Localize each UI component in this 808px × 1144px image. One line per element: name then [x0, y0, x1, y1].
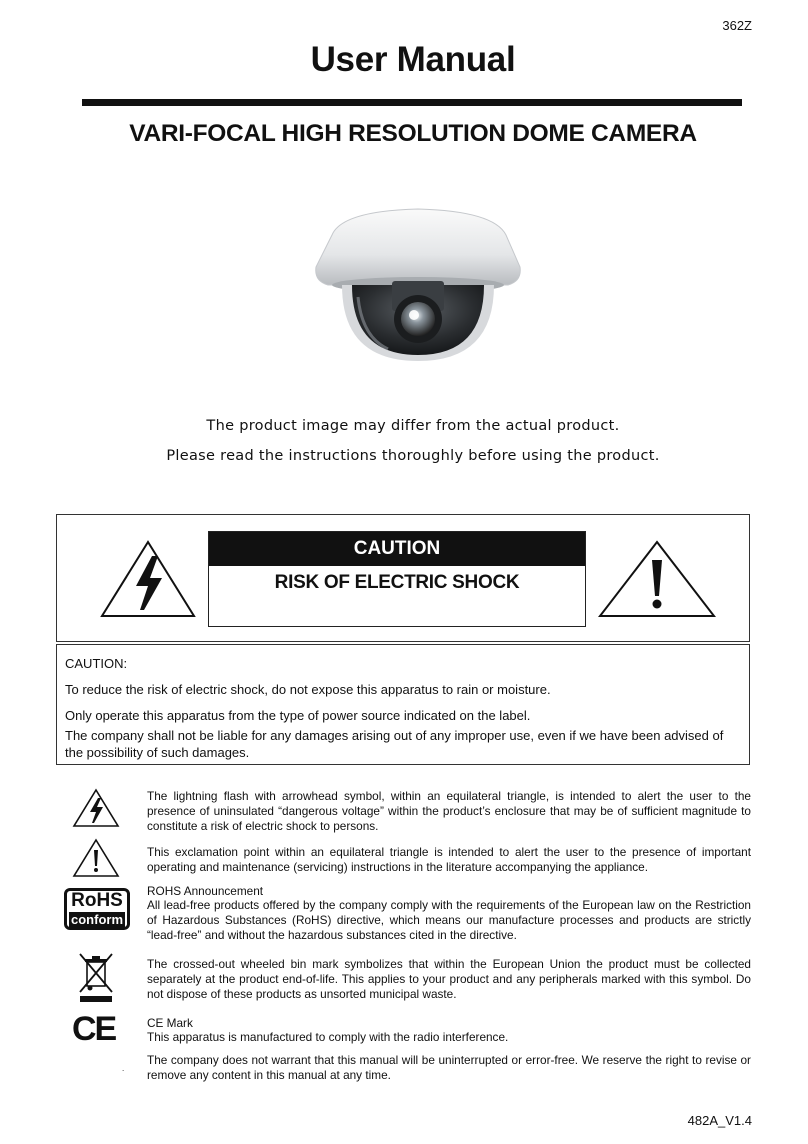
lightning-description: The lightning flash with arrowhead symbol, within an equilateral triangle, is intended to alert the user to the presence of uninsulated “dangerous voltage” within the product’s enclosure that may be of sufficient magnitude to constitute a risk of electric shock to persons. — [147, 789, 751, 833]
rohs-heading: ROHS Announcement — [147, 884, 264, 898]
caution-label-box — [208, 531, 586, 627]
caution-text-box — [56, 644, 750, 765]
caution-line-1: To reduce the risk of electric shock, do not expose this apparatus to rain or moisture. — [65, 682, 551, 697]
dome-camera-image — [312, 205, 524, 365]
caution-heading: CAUTION: — [65, 656, 128, 671]
ce-description: This apparatus is manufactured to comply with the radio interference. — [147, 1030, 509, 1044]
caution-line-2: Only operate this apparatus from the type of power source indicated on the label. — [65, 708, 531, 723]
model-code: 362Z — [722, 18, 752, 33]
bin-description: The crossed-out wheeled bin mark symbolizes that within the European Union the product must be collected separately at the product end-of-life. This applies to your product and any peripherals marked with this symbol. Do not dispose of these products as unsorted municipal waste. — [147, 957, 751, 1001]
version-code: 482A_V1.4 — [687, 1113, 752, 1128]
rohs-logo-bottom: conform — [71, 912, 123, 927]
rohs-logo-top: RoHS — [71, 890, 123, 911]
lightning-warning-icon — [100, 540, 196, 618]
ce-logo: CE — [72, 1010, 116, 1048]
product-subtitle: VARI-FOCAL HIGH RESOLUTION DOME CAMERA — [129, 120, 697, 147]
exclamation-description: This exclamation point within an equilateral triangle is intended to alert the user to the presence of important operating and maintenance (servicing) instructions in the literature accompanying the appliance. — [147, 845, 751, 874]
exclamation-symbol-icon — [72, 838, 120, 878]
caution-label-heading: CAUTION — [209, 532, 585, 566]
image-disclaimer: The product image may differ from the actual product. — [206, 418, 620, 434]
lightning-symbol-icon — [72, 788, 120, 828]
page-title: User Manual — [310, 40, 516, 79]
caution-line-3: The company shall not be liable for any damages arising out of any improper use, even if we have been advised of the possibility of such damages. — [65, 728, 724, 760]
warranty-disclaimer: The company does not warrant that this manual will be uninterrupted or error-free. We reserve the right to revise or remove any content in this manual at any time. — [147, 1053, 751, 1082]
ce-heading: CE Mark — [147, 1016, 193, 1030]
exclamation-warning-icon — [598, 540, 716, 618]
read-instructions-note: Please read the instructions thoroughly before using the product. — [166, 448, 660, 464]
rohs-description: All lead-free products offered by the company comply with the requirements of the European law on the Restriction of Hazardous Substances (RoHS) directive, which means our manufacture processes and products are strictly “lead-free” and without the hazardous substances cited in the directive. — [147, 898, 751, 942]
rohs-logo — [64, 888, 130, 930]
crossed-out-bin-icon — [78, 952, 114, 1004]
title-divider — [82, 99, 742, 106]
stray-dot: . — [122, 1064, 125, 1073]
caution-label-subheading: RISK OF ELECTRIC SHOCK — [274, 572, 520, 593]
